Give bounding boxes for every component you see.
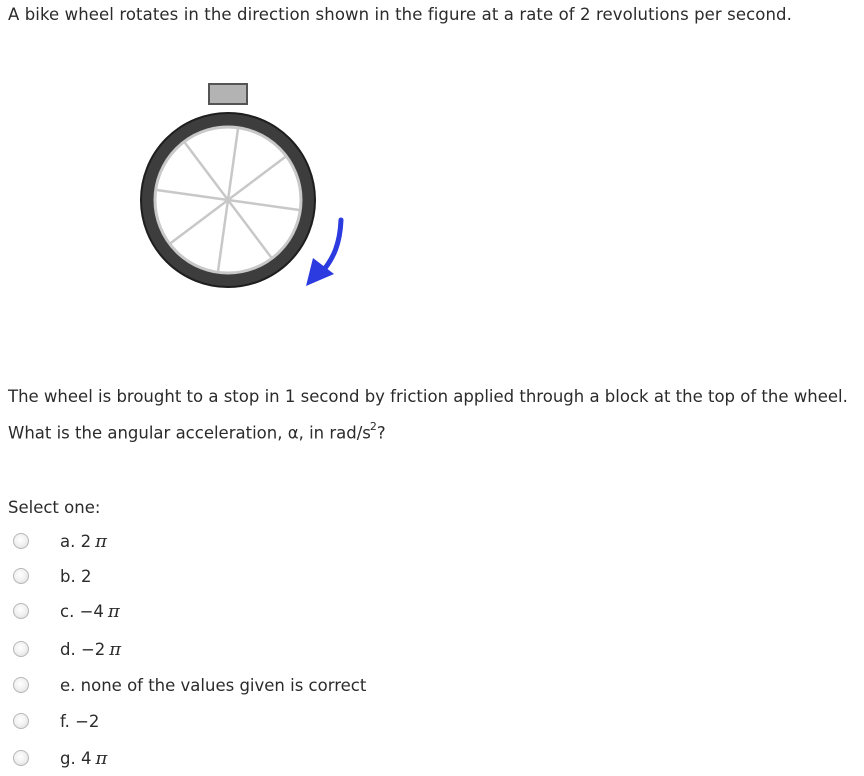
option-value: none of the values given is correct: [80, 675, 367, 695]
option-letter: d.: [60, 639, 76, 659]
pi-symbol: π: [95, 530, 107, 552]
radio-button[interactable]: [13, 677, 29, 693]
option-b[interactable]: [0, 558, 500, 594]
stem-exponent: 2: [369, 420, 377, 433]
pi-symbol: π: [109, 638, 122, 660]
option-letter: f.: [60, 711, 70, 731]
option-letter: a.: [60, 531, 76, 551]
question-stem: [8, 381, 848, 450]
option-value: 2: [80, 531, 92, 551]
radio-button[interactable]: [13, 533, 29, 549]
radio-button[interactable]: [13, 713, 29, 729]
option-c[interactable]: [0, 593, 500, 629]
option-label: [60, 748, 107, 769]
option-label: [60, 712, 99, 731]
wheel-figure: [120, 78, 360, 308]
option-value: 2: [80, 566, 92, 586]
pi-symbol: π: [107, 600, 120, 622]
question-intro: A bike wheel rotates in the direction shown in the figure at a rate of 2 revolutions per second.: [8, 5, 792, 24]
option-letter: b.: [60, 566, 76, 586]
stem-line-2: [8, 413, 848, 450]
option-label: [60, 601, 120, 622]
option-label: [60, 639, 121, 660]
stem-line-2-text: What is the angular acceleration, α, in rad/s: [8, 423, 371, 443]
rotation-arrow-icon: [306, 220, 341, 286]
option-label: [60, 567, 91, 586]
option-letter: e.: [60, 675, 76, 695]
option-label: [60, 676, 366, 695]
option-value: −2: [75, 711, 100, 731]
radio-button[interactable]: [13, 750, 29, 766]
option-value: −4: [79, 601, 104, 621]
option-g[interactable]: [0, 740, 500, 776]
wheel-icon: [141, 113, 315, 287]
stem-question-mark: ?: [376, 423, 386, 443]
brake-block-icon: [209, 84, 247, 104]
option-letter: g.: [60, 748, 76, 768]
pi-symbol: π: [95, 747, 108, 769]
select-one-label: Select one:: [8, 498, 101, 517]
radio-button[interactable]: [13, 603, 29, 619]
option-label: [60, 531, 107, 552]
option-value: 4: [80, 748, 92, 768]
radio-button[interactable]: [13, 641, 29, 657]
option-value: −2: [80, 639, 106, 659]
option-d[interactable]: [0, 631, 500, 667]
option-e[interactable]: [0, 667, 500, 703]
radio-button[interactable]: [13, 568, 29, 584]
stem-line-1: The wheel is brought to a stop in 1 second by friction applied through a block at the top of the wheel.: [8, 387, 848, 406]
option-letter: c.: [60, 601, 75, 621]
option-a[interactable]: [0, 523, 500, 559]
option-f[interactable]: [0, 703, 500, 739]
